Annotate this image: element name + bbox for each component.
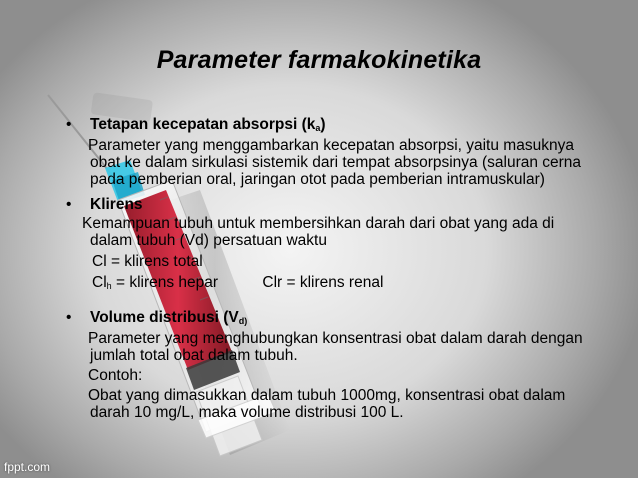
volume-line: Parameter yang menghubungkan konsentrasi obat dalam darah dengan [88,330,583,347]
absorption-body [60,137,610,188]
example-label: Contoh: [88,367,143,384]
clearance-renal: Clr = klirens renal [262,274,384,291]
volume-heading: Volume distribusi (V [90,309,239,326]
clearance-body [60,215,610,249]
bullet-clearance [60,196,610,213]
clearance-total [60,253,610,270]
volume-body [60,330,610,364]
bullet-volume [60,309,610,328]
clearance-formulas [60,274,610,293]
slide-content [60,116,610,421]
bullet-dot: • [66,309,72,326]
clearance-hepar-prefix: Cl [92,274,107,291]
absorption-heading-end: ) [320,116,326,133]
bullet-absorption [60,116,610,135]
absorption-line: Parameter yang menggambarkan kecepatan absorpsi, yaitu masuknya [88,137,574,154]
absorption-line: pada pemberian oral, jaringan otot pada pemberian intramuskular) [90,171,545,188]
volume-example-label [60,367,610,384]
volume-example [60,387,610,421]
example-line: darah 10 mg/L, maka volume distribusi 100 L. [90,404,404,421]
clearance-heading: Klirens [90,196,143,213]
slide-title: Parameter farmakokinetika [156,46,482,74]
bullet-dot: • [66,196,72,213]
volume-heading-sub: d) [238,316,248,326]
volume-line: jumlah total obat dalam tubuh. [90,347,298,364]
clearance-hepar [92,274,218,293]
bullet-dot: • [66,116,72,133]
watermark-text: fppt.com [4,460,51,474]
clearance-total-text: Cl = klirens total [92,253,203,270]
absorption-heading-sub: a [315,123,321,133]
absorption-line: obat ke dalam sirkulasi sistemik dari tempat absorpsinya (saluran cerna [90,154,582,171]
clearance-hepar-text: = klirens hepar [111,274,219,291]
clearance-line: dalam tubuh (Vd) persatuan waktu [90,232,327,249]
clearance-line: Kemampuan tubuh untuk membersihkan darah dari obat yang ada di [82,215,555,232]
clearance-hepar-sub: h [106,281,112,291]
absorption-heading: Tetapan kecepatan absorpsi (k [90,116,316,133]
example-line: Obat yang dimasukkan dalam tubuh 1000mg, konsentrasi obat dalam [88,387,566,404]
